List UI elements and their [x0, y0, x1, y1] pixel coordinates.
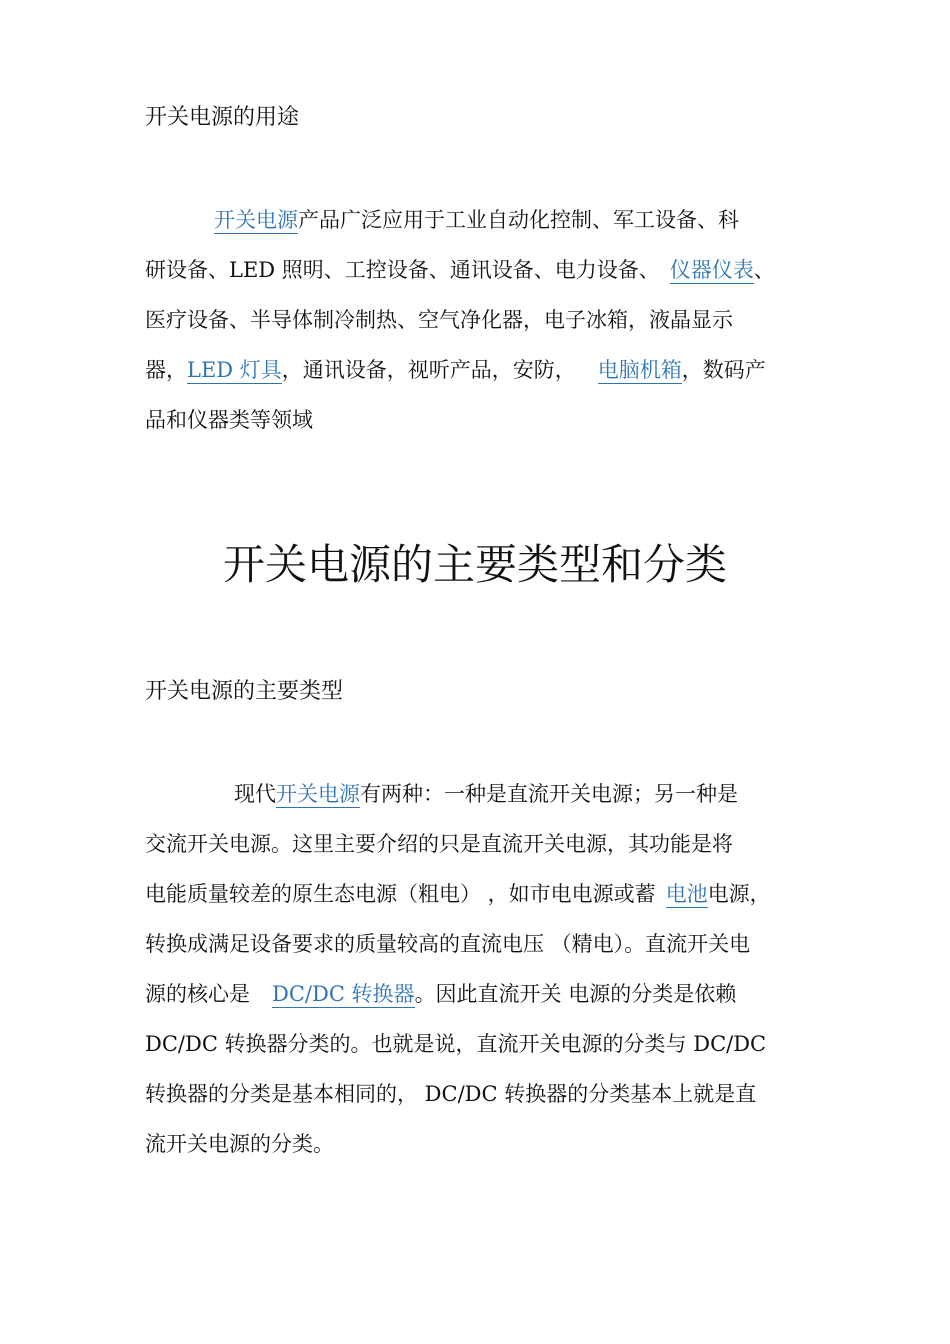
text: 电源， [707, 882, 771, 906]
paragraph-types-line-6 [145, 1030, 766, 1058]
paragraph-uses-line-4 [145, 356, 766, 384]
section-heading-types: 开关电源的主要类型 [145, 679, 344, 704]
text: 研设备、LED 照明、工控设备、通讯设备、电力设备、 [145, 258, 660, 282]
text: DC/DC 转换器分类的。也就是说，直流开关电源的分类与 DC/DC [145, 1032, 767, 1056]
link-battery[interactable]: 电池 [665, 882, 708, 906]
text: 流开关电源的分类。 [145, 1132, 334, 1156]
text: 源的核心是 [145, 982, 250, 1006]
link-led-lamps[interactable]: LED 灯具 [187, 358, 282, 382]
link-dc-dc-converter[interactable]: DC/DC 转换器 [272, 982, 415, 1006]
paragraph-types-line-4 [145, 930, 750, 958]
paragraph-types-line-8 [145, 1130, 334, 1158]
paragraph-types-line-5 [145, 980, 736, 1008]
text: 、 [753, 258, 775, 282]
page-title: 开关电源的主要类型和分类 [222, 540, 727, 589]
text: 转换器的分类是基本相同的， DC/DC 转换器的分类基本上就是直 [145, 1082, 757, 1106]
paragraph-types-line-2 [145, 830, 733, 858]
text: 品和仪器类等领域 [145, 408, 313, 432]
text: 现代 [234, 782, 276, 806]
text: 交流开关电源。这里主要介绍的只是直流开关电源，其功能是将 [145, 832, 733, 856]
text: 转换成满足设备要求的质量较高的直流电压 （精电）。直流开关电 [145, 932, 751, 956]
paragraph-types-line-1 [234, 780, 738, 808]
paragraph-types-line-7 [145, 1080, 756, 1108]
link-computer-case[interactable]: 电脑机箱 [597, 358, 682, 382]
link-switching-power-supply-2[interactable]: 开关电源 [276, 782, 360, 806]
paragraph-uses-line-5 [145, 406, 313, 434]
paragraph-uses-line-1 [214, 206, 739, 234]
text: 器， [145, 358, 187, 382]
text: 产品广泛应用于工业自动化控制、军工设备、科 [298, 208, 739, 232]
text: ，通讯设备，视听产品，安防， [281, 358, 576, 382]
paragraph-uses-line-3 [145, 306, 733, 334]
paragraph-uses-line-2 [145, 256, 775, 284]
text: 医疗设备、半导体制冷制热、空气净化器，电子冰箱，液晶显示 [145, 308, 733, 332]
text: 。因此直流开关 电源的分类是依赖 [414, 982, 737, 1006]
section-heading-uses: 开关电源的用途 [145, 105, 300, 130]
text: ，数码产 [681, 358, 766, 382]
text: 电能质量较差的原生态电源（粗电） ，如市电电源或蓄 [145, 882, 656, 906]
link-switching-power-supply[interactable]: 开关电源 [214, 208, 298, 232]
paragraph-types-line-3 [145, 880, 771, 908]
text: 有两种：一种是直流开关电源；另一种是 [360, 782, 738, 806]
link-instruments[interactable]: 仪器仪表 [669, 258, 754, 282]
